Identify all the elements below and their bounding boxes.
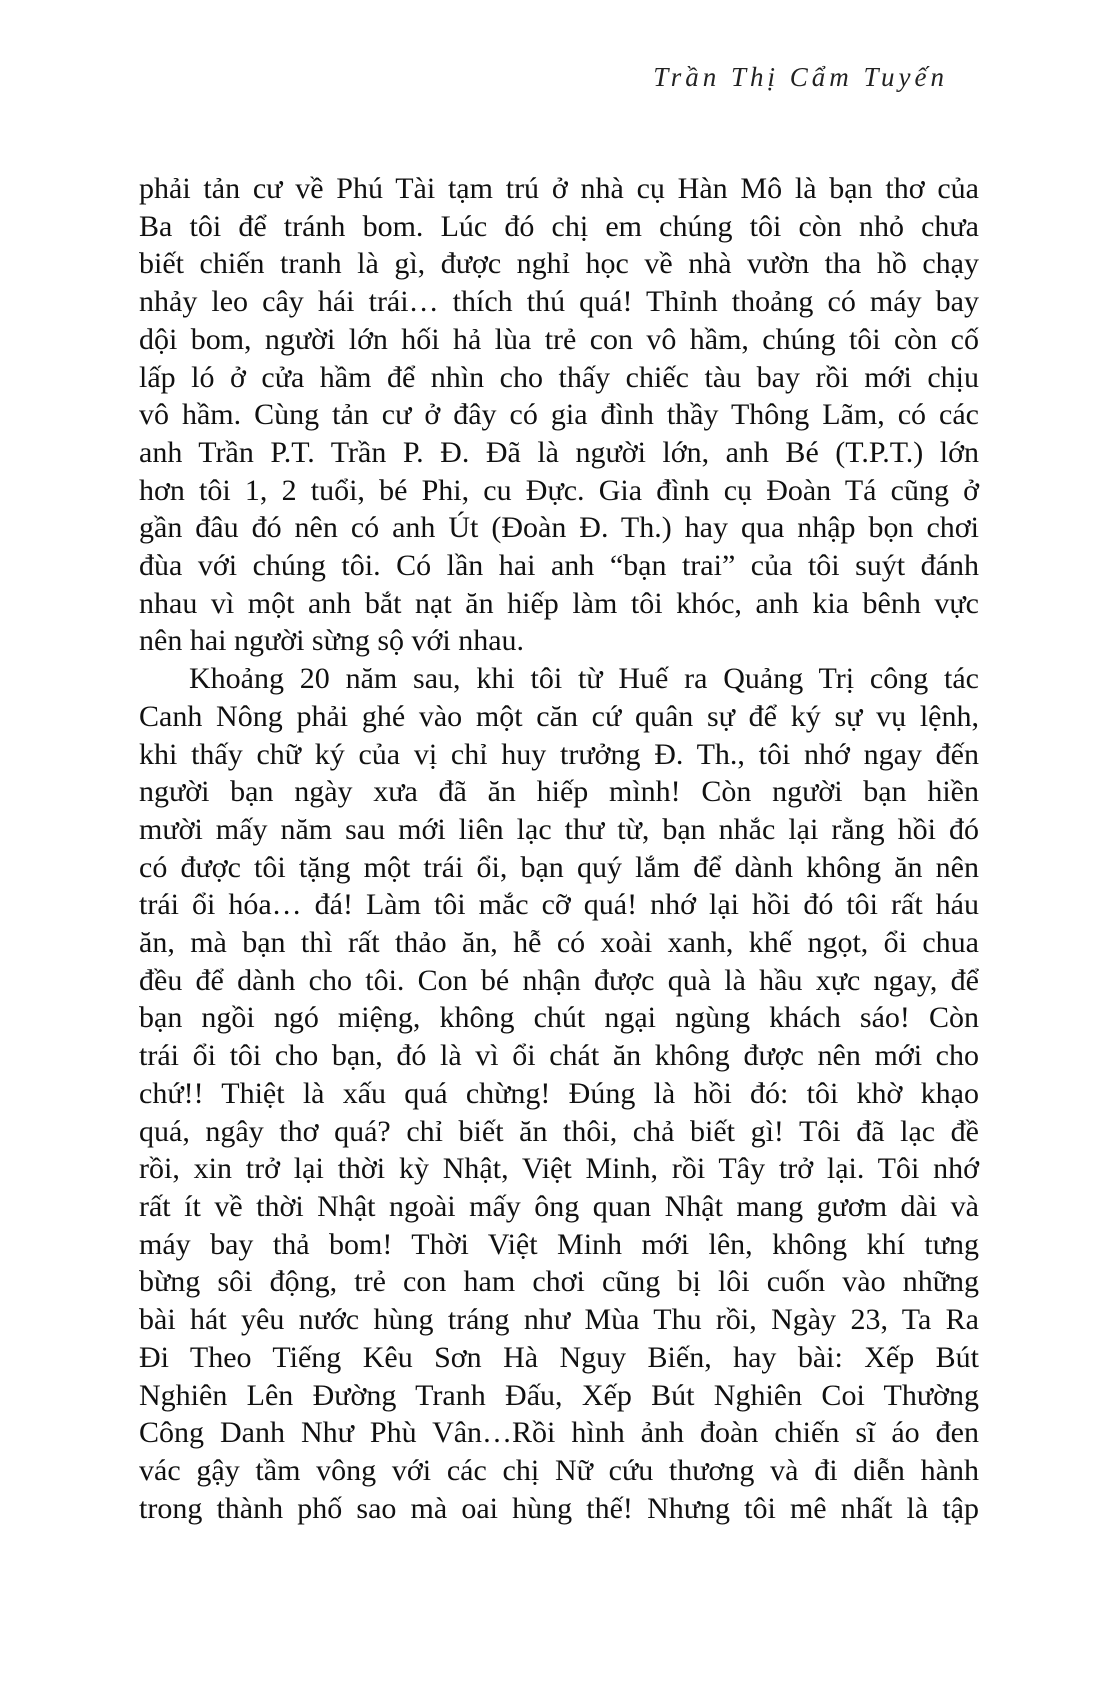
body-text bbox=[139, 170, 979, 1527]
text-line: bừng sôi động, trẻ con ham chơi cũng bị lôi cuốn vào những bbox=[139, 1265, 979, 1299]
text-line: Ba tôi để tránh bom. Lúc đó chị em chúng tôi còn nhỏ chưa bbox=[139, 209, 979, 243]
running-header-author: Trần Thị Cẩm Tuyến bbox=[653, 62, 948, 92]
text-line: trong thành phố sao mà oai hùng thế! Nhưng tôi mê nhất là tập bbox=[139, 1491, 979, 1525]
text-line: người bạn ngày xưa đã ăn hiếp mình! Còn người bạn hiền bbox=[139, 775, 979, 809]
text-line: gần đâu đó nên có anh Út (Đoàn Đ. Th.) hay qua nhập bọn chơi bbox=[139, 511, 979, 545]
text-line: quá, ngây thơ quá? chỉ biết ăn thôi, chả biết gì! Tôi đã lạc đề bbox=[139, 1114, 979, 1148]
text-line: phải tản cư về Phú Tài tạm trú ở nhà cụ Hàn Mô là bạn thơ của bbox=[139, 172, 979, 205]
text-line: rồi, xin trở lại thời kỳ Nhật, Việt Minh, rồi Tây trở lại. Tôi nhớ bbox=[139, 1152, 979, 1186]
text-line: trái ổi tôi cho bạn, đó là vì ổi chát ăn không được nên mới cho bbox=[139, 1039, 979, 1073]
text-line: chứ!! Thiệt là xấu quá chừng! Đúng là hồi đó: tôi khờ khạo bbox=[139, 1076, 979, 1110]
text-line: vô hầm. Cùng tản cư ở đây có gia đình thầy Thông Lãm, có các bbox=[139, 398, 979, 432]
text-line: Nghiên Lên Đường Tranh Đấu, Xếp Bút Nghiên Coi Thường bbox=[139, 1378, 979, 1412]
text-line: biết chiến tranh là gì, được nghỉ học về nhà vườn tha hồ chạy bbox=[139, 247, 979, 281]
paragraph-end-line: nên hai người sừng sộ với nhau. bbox=[139, 624, 525, 658]
text-line: lấp ló ở cửa hầm để nhìn cho thấy chiếc tàu bay rồi mới chịu bbox=[139, 360, 979, 394]
text-line: Công Danh Như Phù Vân…Rồi hình ảnh đoàn chiến sĩ áo đen bbox=[139, 1416, 979, 1450]
text-line: mười mấy năm sau mới liên lạc thư từ, bạn nhắc lại rằng hồi đó bbox=[139, 812, 979, 846]
text-line: nhảy leo cây hái trái… thích thú quá! Thỉnh thoảng có máy bay bbox=[139, 285, 979, 319]
text-line: hơn tôi 1, 2 tuổi, bé Phi, cu Đực. Gia đình cụ Đoàn Tá cũng ở bbox=[139, 473, 979, 507]
text-line: có được tôi tặng một trái ổi, bạn quý lắm để dành không ăn nên bbox=[139, 850, 979, 884]
text-line: đùa với chúng tôi. Có lần hai anh “bạn trai” của tôi suýt đánh bbox=[139, 549, 979, 583]
text-line: Canh Nông phải ghé vào một căn cứ quân sự để ký sự vụ lệnh, bbox=[139, 699, 979, 733]
text-line: ăn, mà bạn thì rất thảo ăn, hễ có xoài xanh, khế ngọt, ổi chua bbox=[139, 926, 979, 960]
text-line: anh Trần P.T. Trần P. Đ. Đã là người lớn, anh Bé (T.P.T.) lớn bbox=[139, 435, 979, 469]
text-line: trái ổi hóa… đá! Làm tôi mắc cỡ quá! nhớ lại hồi đó tôi rất háu bbox=[139, 888, 979, 922]
text-line: dội bom, người lớn hối hả lùa trẻ con vô hầm, chúng tôi còn cố bbox=[139, 322, 979, 356]
text-line: rất ít về thời Nhật ngoài mấy ông quan Nhật mang gươm dài và bbox=[139, 1189, 979, 1223]
text-line: vác gậy tầm vông với các chị Nữ cứu thương và đi diễn hành bbox=[139, 1453, 979, 1487]
paragraph-start-line: Khoảng 20 năm sau, khi tôi từ Huế ra Quảng Trị công tác bbox=[189, 662, 979, 696]
text-line: bạn ngồi ngó miệng, không chút ngại ngùng khách sáo! Còn bbox=[139, 1001, 979, 1035]
text-line: đều để dành cho tôi. Con bé nhận được quà là hầu xực ngay, để bbox=[139, 963, 979, 997]
text-line: máy bay thả bom! Thời Việt Minh mới lên, không khí tưng bbox=[139, 1227, 979, 1261]
text-line: nhau vì một anh bắt nạt ăn hiếp làm tôi khóc, anh kia bênh vực bbox=[139, 586, 979, 620]
text-line: bài hát yêu nước hùng tráng như Mùa Thu rồi, Ngày 23, Ta Ra bbox=[139, 1303, 979, 1337]
text-line: Đi Theo Tiếng Kêu Sơn Hà Nguy Biến, hay bài: Xếp Bút bbox=[139, 1340, 979, 1374]
text-line: khi thấy chữ ký của vị chỉ huy trưởng Đ. Th., tôi nhớ ngay đến bbox=[139, 737, 979, 771]
